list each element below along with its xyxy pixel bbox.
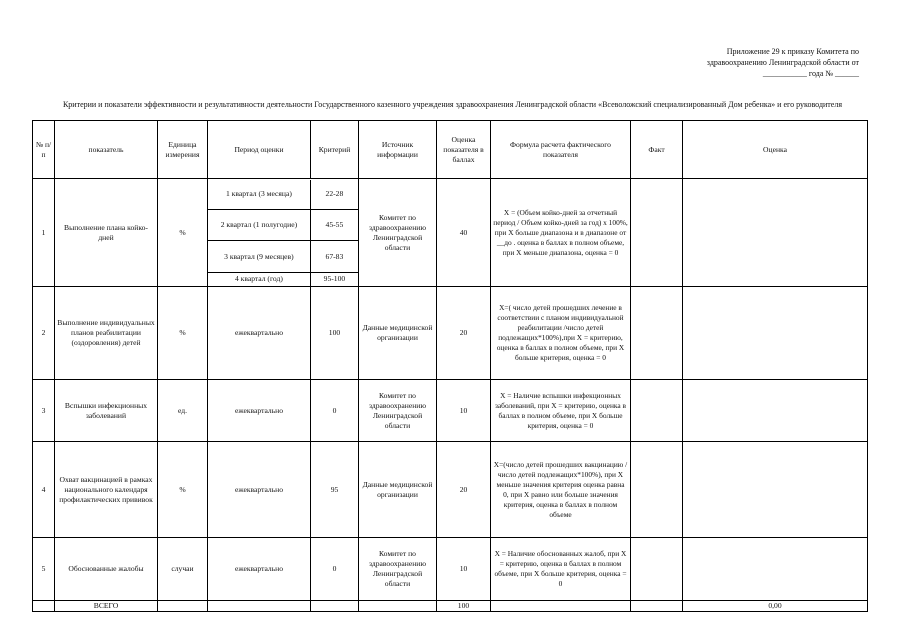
header-fact: Факт xyxy=(631,121,683,179)
row-fact xyxy=(631,380,683,442)
row-criterion: 45-55 xyxy=(310,210,358,241)
row-num: 1 xyxy=(33,179,55,287)
row-indicator: Выполнение индивидуальных планов реабилитации (оздоровления) детей xyxy=(55,287,158,380)
row-period: ежеквартально xyxy=(208,287,311,380)
period-subtable xyxy=(208,180,358,286)
total-evaluation: 0,00 xyxy=(683,601,868,612)
total-score: 100 xyxy=(437,601,491,612)
criteria-table xyxy=(32,120,868,612)
row-source: Комитет по здравоохранению Ленинградской области xyxy=(359,179,437,287)
row-evaluation xyxy=(683,179,868,287)
row-indicator: Обоснованные жалобы xyxy=(55,538,158,601)
row-period: ежеквартально xyxy=(208,442,311,538)
row-criterion: 100 xyxy=(311,287,359,380)
row-source: Комитет по здравоохранению Ленинградской области xyxy=(359,380,437,442)
row-source: Данные медицинской организации xyxy=(359,442,437,538)
row-period: 1 квартал (3 месяца) xyxy=(208,180,310,210)
row-score: 40 xyxy=(437,179,491,287)
row-fact xyxy=(631,179,683,287)
row-period: 2 квартал (1 полугодие) xyxy=(208,210,310,241)
header-formula: Формула расчета фактического показателя xyxy=(491,121,631,179)
row-period: 4 квартал (год) xyxy=(208,273,310,286)
period-row xyxy=(208,210,358,241)
row-fact xyxy=(631,287,683,380)
row-score: 20 xyxy=(437,442,491,538)
row-unit: % xyxy=(158,179,208,287)
row-num: 3 xyxy=(33,380,55,442)
period-criterion-cell xyxy=(208,179,359,287)
header-criterion: Критерий xyxy=(311,121,359,179)
table-row xyxy=(33,380,868,442)
row-formula: Х = Наличие обоснованных жалоб, при Х = критерию, оценка в баллах в полном объеме, при Х больше критерия, оценка = 0 xyxy=(491,538,631,601)
header-source: Источник информации xyxy=(359,121,437,179)
row-formula: Х=(число детей прошедших вакцинацию /число детей подлежащих*100%), при Х меньше значения критерия оценка равна 0, при Х равно или больше значения критерия, оценка в баллах в полном объеме xyxy=(491,442,631,538)
appendix-note xyxy=(707,46,859,79)
row-criterion: 22-28 xyxy=(325,189,344,199)
row-criterion: 0 xyxy=(311,380,359,442)
row-unit: % xyxy=(158,442,208,538)
row-period: ежеквартально xyxy=(208,380,311,442)
row-evaluation xyxy=(683,538,868,601)
period-row xyxy=(208,273,358,286)
period-row xyxy=(208,180,358,210)
row-criterion: 0 xyxy=(311,538,359,601)
row-unit: случаи xyxy=(158,538,208,601)
table-row xyxy=(33,442,868,538)
row-unit: % xyxy=(158,287,208,380)
header-period: Период оценки xyxy=(208,121,311,179)
header-unit: Единица измерения xyxy=(158,121,208,179)
total-row xyxy=(33,601,868,612)
row-criterion: 67-83 xyxy=(310,241,358,273)
row-indicator: Охват вакцинацией в рамках национального календаря профилактических прививок xyxy=(55,442,158,538)
table-row xyxy=(33,538,868,601)
row-evaluation xyxy=(683,442,868,538)
appendix-line-1: Приложение 29 к приказу Комитета по xyxy=(726,47,859,56)
row-fact xyxy=(631,442,683,538)
appendix-line-3: ___________ года № ______ xyxy=(762,69,859,78)
row-period: 3 квартал (9 месяцев) xyxy=(208,241,310,273)
row-formula: Х=( число детей прошедших лечение в соответствии с планом индивидуальной реабилитации /число детей подлежащих*100%),при Х = критерию, оценка в баллах в полном объеме, при Х больше критерия, оценка = 0 xyxy=(491,287,631,380)
row-source: Комитет по здравоохранению Ленинградской области xyxy=(359,538,437,601)
header-indicator: показатель xyxy=(55,121,158,179)
row-score: 20 xyxy=(437,287,491,380)
row-evaluation xyxy=(683,287,868,380)
row-formula: Х = Наличие вспышки инфекционных заболеваний, при Х = критерию, оценка в баллах в полном объеме, при Х больше критерия, оценка = 0 xyxy=(491,380,631,442)
row-evaluation xyxy=(683,380,868,442)
row-indicator: Вспышки инфекционных заболеваний xyxy=(55,380,158,442)
table-header-row xyxy=(33,121,868,179)
row-indicator: Выполнение плана койко-дней xyxy=(55,179,158,287)
row-source: Данные медицинской организации xyxy=(359,287,437,380)
total-label: ВСЕГО xyxy=(55,601,158,612)
row-score: 10 xyxy=(437,538,491,601)
row-num: 5 xyxy=(33,538,55,601)
table-row xyxy=(33,287,868,380)
row-num: 4 xyxy=(33,442,55,538)
row-score: 10 xyxy=(437,380,491,442)
document-title: Критерии и показатели эффективности и результативности деятельности Государственного казенного учреждения здравоохранения Ленинградской области «Всеволожский специализированный Дом ребенка» и его руководителя xyxy=(62,100,843,109)
row-num: 2 xyxy=(33,287,55,380)
row-criterion: 95-100 xyxy=(310,273,358,286)
header-evaluation: Оценка xyxy=(683,121,868,179)
appendix-line-2: здравоохранению Ленинградской области от xyxy=(706,58,859,67)
row-criterion: 95 xyxy=(311,442,359,538)
row-period: ежеквартально xyxy=(208,538,311,601)
row-fact xyxy=(631,538,683,601)
period-row xyxy=(208,241,358,273)
table-row xyxy=(33,179,868,287)
row-formula: Х = (Объем койко-дней за отчетный период / Объем койко-дней за год) х 100%, при Х больше диапазона и в диапазоне от __до . оценка в баллах в полном объеме, при Х меньше диапазона, оценка = 0 xyxy=(491,179,631,287)
row-unit: ед. xyxy=(158,380,208,442)
header-score: Оценка показателя в баллах xyxy=(437,121,491,179)
header-num: № п/п xyxy=(33,121,55,179)
